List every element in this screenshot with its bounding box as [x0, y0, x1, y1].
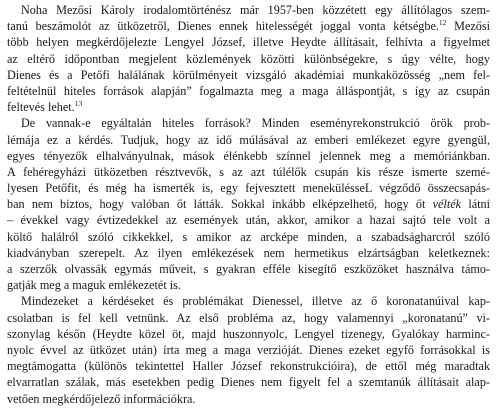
text-line: – évekkel vagy évtizedekkel az események után, akkor, amikor a hazai sajtó tele volt a: [7, 213, 490, 228]
text-line: egyes tényezők elhalványulnak, mások élénkebb színnel jelennek meg a memóriánkban.: [7, 148, 490, 163]
text-line: vetően megkérdőjelező információkra.: [7, 391, 196, 406]
text-line: lémája ez a kérdés. Tudjuk, hogy az idő múlásával az emberi emlékezet egyre gyengül,: [7, 132, 490, 147]
paragraph-2: [7, 115, 490, 293]
text-fragment: látni: [468, 197, 491, 212]
text-line: Mindezeket a kérdéseket és problémákat Dienessel, illetve az ő koronatanúival kap-: [21, 294, 490, 309]
text-line: elvarratlan szálak, más esetekben pedig Dienes nem figyelt fel a szemtanúk állításait alap-: [7, 375, 490, 390]
text-line: [7, 18, 490, 34]
text-line: több helyen megkérdőjelezte Lengyel József, illetve Heydte állításait, felhívta a figyelmet: [7, 35, 490, 50]
text-line: Dienes és a Petőfi halálának körülményeit vizsgáló akadémiai munkaközösség „nem fel-: [7, 67, 490, 82]
text-line: A fehéregyházi ütközetben résztvevők, s az azt túlélők csupán kis része ismerte szemé-: [7, 164, 490, 179]
text-line: költő halálról szóló cikkekkel, s amikor az arcképe minden, a szabadságharcról szóló: [7, 229, 490, 244]
text-line: csolatban is fel kell vetnünk. Az első probléma az, hogy valamennyi „koronatanú” vi-: [7, 310, 490, 325]
footnote-ref: 12: [438, 18, 447, 28]
text-line: megtámogatta (különös tekintettel Haller József rekonstrukcióira), de ettől még maradtak: [7, 359, 490, 374]
text-line: gatják meg a maguk emlékezetét is.: [7, 278, 181, 293]
text-line: [7, 99, 490, 115]
footnote-ref: 13: [74, 99, 83, 109]
text-line: a szerzők olvassák egymás műveit, s gyakran efféle kisegítő eszközöket használva támo-: [7, 262, 490, 276]
text-line: nyolc évvel az ütközet után) írta meg a maga verzióját. Dienes ezeket egyfő forrásokkal is: [7, 342, 490, 357]
text-fragment: ban nem biztos, hogy valóban őt látták. Sokkal inkább elképzelhető, hogy őt: [7, 197, 426, 212]
text-line: Noha Mezősi Károly irodalomtörténész már 1957-ben közzétett egy állítólagos szem-: [21, 3, 490, 17]
text-fragment: feltevés lehet.: [7, 100, 75, 115]
text-line: szonylag későn (Heydte közel öt, majd huszonnyolc, Lengyel tizenegy, Gyalókay harminc-: [7, 326, 490, 341]
paragraph-3: [7, 293, 490, 406]
text-line: feltételnül hiteles források alapján” fogalmazta meg a maga álláspontját, s így az csupán: [7, 83, 490, 98]
text-line: az eltérő időpontban megjelent közlemények közötti különbségekre, s úgy vélte, hogy: [7, 51, 490, 66]
text-line: lyesen Petőfit, és még ha ismerték is, egy fejvesztett menekülésseL végződő összecsapás-: [7, 181, 490, 196]
text-line: De vannak-e egyáltalán hiteles források? Minden eseményrekonstrukció örök prob-: [21, 116, 490, 131]
paragraph-1: [7, 2, 490, 115]
text-line: [7, 196, 490, 212]
text-fragment: tanú beszámolót az ütközetről, Dienes ennek hitelességét joggal vonta kétségbe.: [7, 19, 439, 34]
italic-word: vélték: [432, 197, 462, 212]
text-fragment: Mezősi: [454, 19, 490, 34]
text-line: kiadványban szerepelt. Az ilyen emlékezések nem hermetikus elzártságban keletkeznek:: [7, 245, 490, 260]
